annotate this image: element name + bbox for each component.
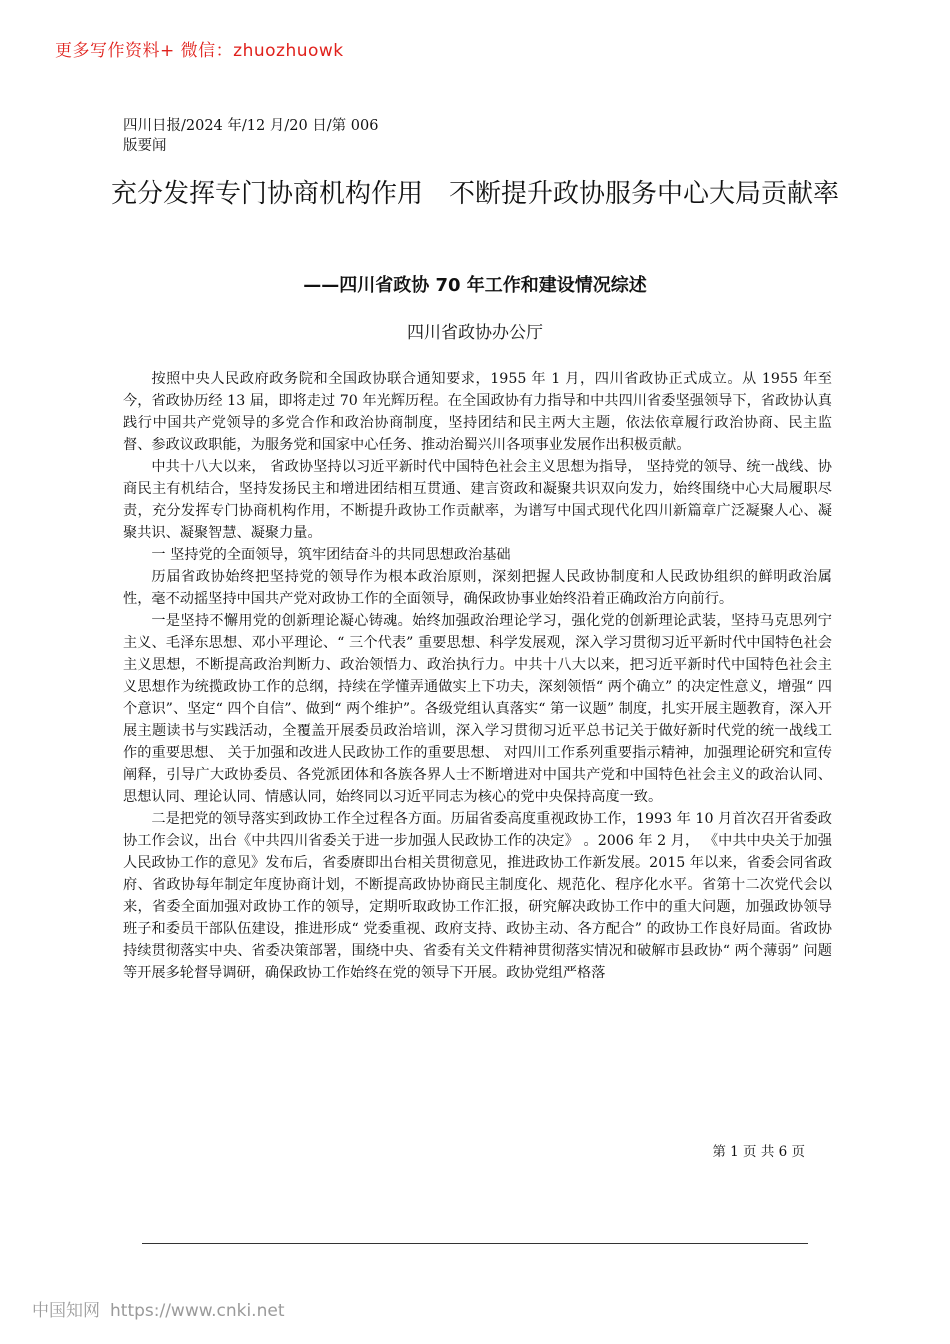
watermark-url: https://www.cnki.net	[110, 1301, 285, 1321]
cnki-watermark	[32, 1296, 284, 1321]
section-heading: 一 坚持党的全面领导，筑牢团结奋斗的共同思想政治基础	[151, 547, 511, 563]
source-line: 四川日报/2024 年/12 月/20 日/第 006	[123, 118, 379, 134]
section-line: 版要闻	[123, 138, 167, 154]
body-paragraph: 中共十八大以来， 省政协坚持以习近平新时代中国特色社会主义思想为指导， 坚持党的领导、统一战线、协商民主有机结合，坚持发扬民主和增进团结相互贯通、建言资政和凝聚共识双向发力，始终围绕中心大局履职尽责，充分发挥专门协商机构作用，不断提升政协工作贡献率，为谱写中国式现代化四川新篇章广泛凝聚人心、凝聚共识、凝聚智慧、凝聚力量。	[123, 459, 832, 541]
page-number: 第 1 页 共 6 页	[712, 1144, 805, 1160]
promo-banner: 更多写作资料+ 微信：zhuozhuowk	[55, 41, 344, 61]
article-title: 充分发挥专门协商机构作用 不断提升政协服务中心大局贡献率	[110, 179, 839, 209]
body-paragraph: 一是坚持不懈用党的创新理论凝心铸魂。始终加强政治理论学习，强化党的创新理论武装，坚持马克思列宁主义、毛泽东思想、邓小平理论、“ 三个代表” 重要思想、科学发展观，深入学习贯彻习近平新时代中国特色社会主义思想，不断提高政治判断力、政治领悟力、政治执行力。中共十八大以来，把习近平新时代中国特色社会主义思想作为统揽政协工作的总纲，持续在学懂弄通做实上下功夫，深刻领悟“ 两个确立” 的决定性意义，增强“ 四个意识”、坚定“ 四个自信”、做到“ 两个维护”。各级党组认真落实“ 第一议题” 制度，扎实开展主题教育，深入开展主题读书与实践活动，全覆盖开展委员政治培训，深入学习贯彻习近平总书记关于做好新时代党的统一战线工作的重要思想、 关于加强和改进人民政协工作的重要思想、 对四川工作系列重要指示精神，加强理论研究和宣传阐释，引导广大政协委员、各党派团体和各族各界人士不断增进对中国共产党和中国特色社会主义的政治认同、思想认同、理论认同、情感认同，始终同以习近平同志为核心的党中央保持高度一致。	[123, 613, 832, 805]
body-paragraph: 历届省政协始终把坚持党的领导作为根本政治原则，深刻把握人民政协制度和人民政协组织的鲜明政治属性，毫不动摇坚持中国共产党对政协工作的全面领导，确保政协事业始终沿着正确政治方向前行。	[123, 569, 832, 607]
watermark-name: 中国知网	[32, 1301, 100, 1321]
article-author: 四川省政协办公厅	[407, 323, 543, 343]
footer-divider	[142, 1243, 808, 1244]
article-subtitle: ——四川省政协 70 年工作和建设情况综述	[303, 275, 647, 296]
article-body	[123, 368, 832, 984]
body-paragraph: 按照中央人民政府政务院和全国政协联合通知要求，1955 年 1 月，四川省政协正式成立。从 1955 年至今，省政协历经 13 届，即将走过 70 年光辉历程。在全国政协有力指导和中共四川省委坚强领导下，省政协认真践行中国共产党领导的多党合作和政治协商制度，坚持团结和民主两大主题，依法依章履行政治协商、民主监督、参政议政职能，为服务党和国家中心任务、推动治蜀兴川各项事业发展作出积极贡献。	[123, 371, 832, 453]
body-paragraph: 二是把党的领导落实到政协工作全过程各方面。历届省委高度重视政协工作，1993 年 10 月首次召开省委政协工作会议，出台《中共四川省委关于进一步加强人民政协工作的决定》 。2006 年 2 月， 《中共中央关于加强人民政协工作的意见》发布后，省委赓即出台相关贯彻意见，推进政协工作新发展。2015 年以来，省委会同省政府、省政协每年制定年度协商计划，不断提高政协协商民主制度化、规范化、程序化水平。省第十二次党代会以来，省委全面加强对政协工作的领导，定期听取政协工作汇报，研究解决政协工作中的重大问题，加强政协领导班子和委员干部队伍建设，推进形成“ 党委重视、政府支持、政协主动、各方配合” 的政协工作良好局面。省政协持续贯彻落实中央、省委决策部署，围绕中央、省委有关文件精神贯彻落实情况和破解市县政协“ 两个薄弱” 问题等开展多轮督导调研，确保政协工作始终在党的领导下开展。政协党组严格落	[123, 811, 832, 981]
source-meta	[123, 116, 378, 156]
